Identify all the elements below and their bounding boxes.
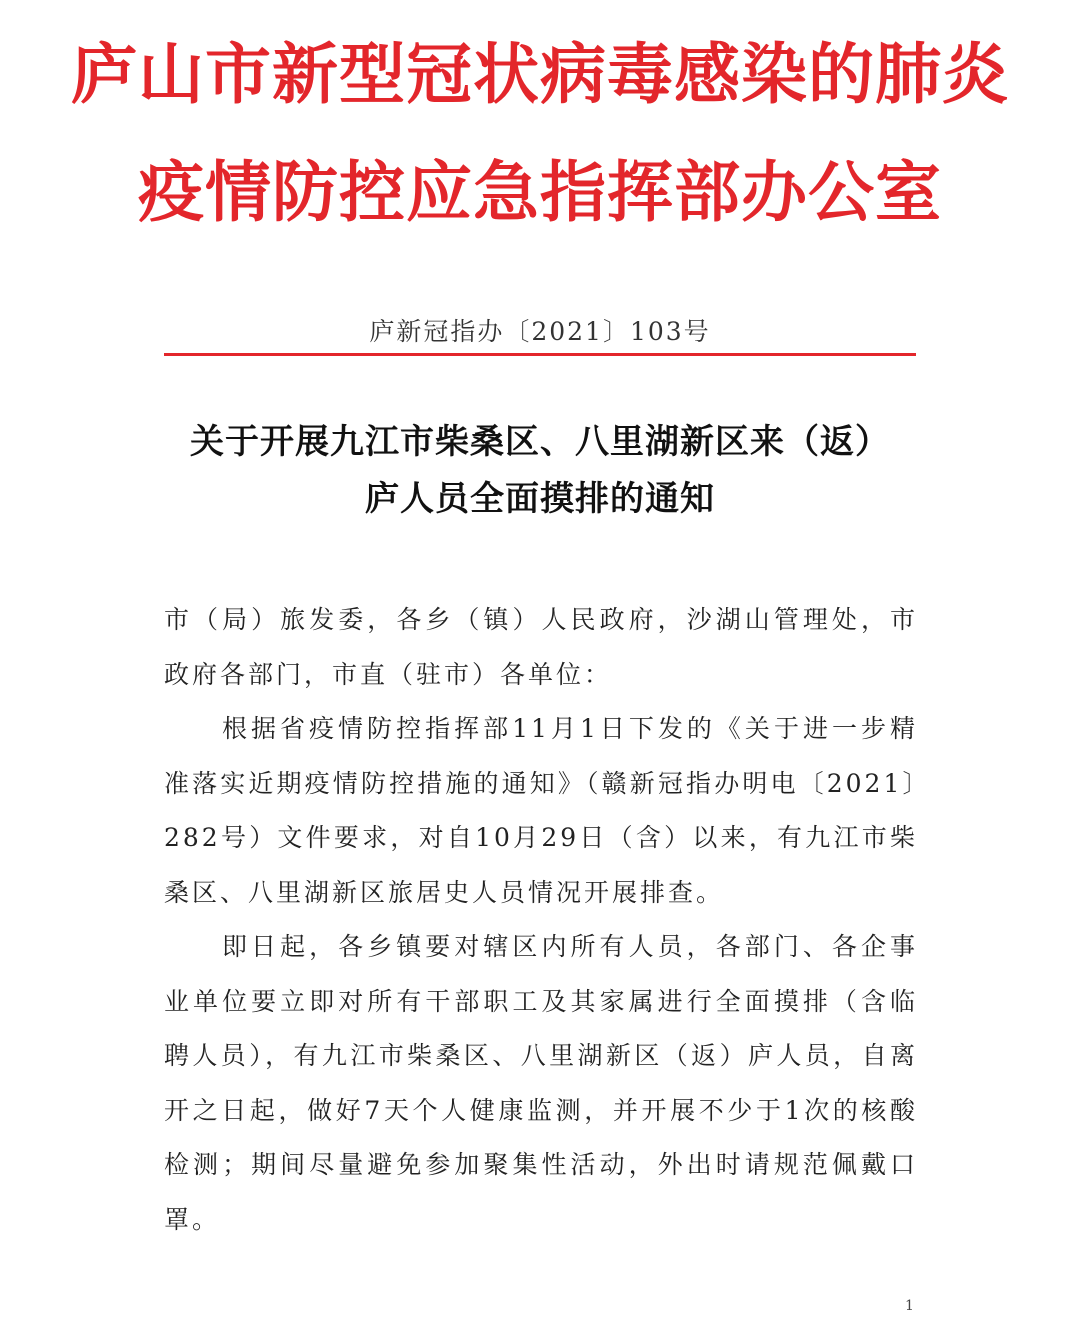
salutation: 市（局）旅发委，各乡（镇）人民政府，沙湖山管理处，市政府各部门，市直（驻市）各单位：: [164, 605, 918, 689]
notice-title-line-2: 庐人员全面摸排的通知: [365, 479, 715, 519]
notice-title-line-1: 关于开展九江市柴桑区、八里湖新区来（返）: [190, 422, 890, 462]
body-paragraph-1: 根据省疫情防控指挥部11月1日下发的《关于进一步精准落实近期疫情防控措施的通知》（赣新冠指办明电〔2021〕282号）文件要求，对自10月29日（含）以来，有九江市柴桑区、八里湖新区旅居史人员情况开展排查。: [164, 714, 918, 907]
page-number: 1: [905, 1298, 914, 1314]
notice-body: [164, 593, 918, 1247]
document-number: 庐新冠指办〔2021〕103号: [369, 317, 711, 346]
red-divider-line: [164, 353, 916, 356]
letterhead-line-1: 庐山市新型冠状病毒感染的肺炎: [71, 36, 1009, 113]
letterhead-line-2: 疫情防控应急指挥部办公室: [138, 154, 942, 231]
body-paragraph-2: 即日起，各乡镇要对辖区内所有人员，各部门、各企事业单位要立即对所有干部职工及其家属进行全面摸排（含临聘人员），有九江市柴桑区、八里湖新区（返）庐人员，自离开之日起，做好7天个人健康监测，并开展不少于1次的核酸检测；期间尽量避免参加聚集性活动，外出时请规范佩戴口罩。: [164, 932, 918, 1234]
